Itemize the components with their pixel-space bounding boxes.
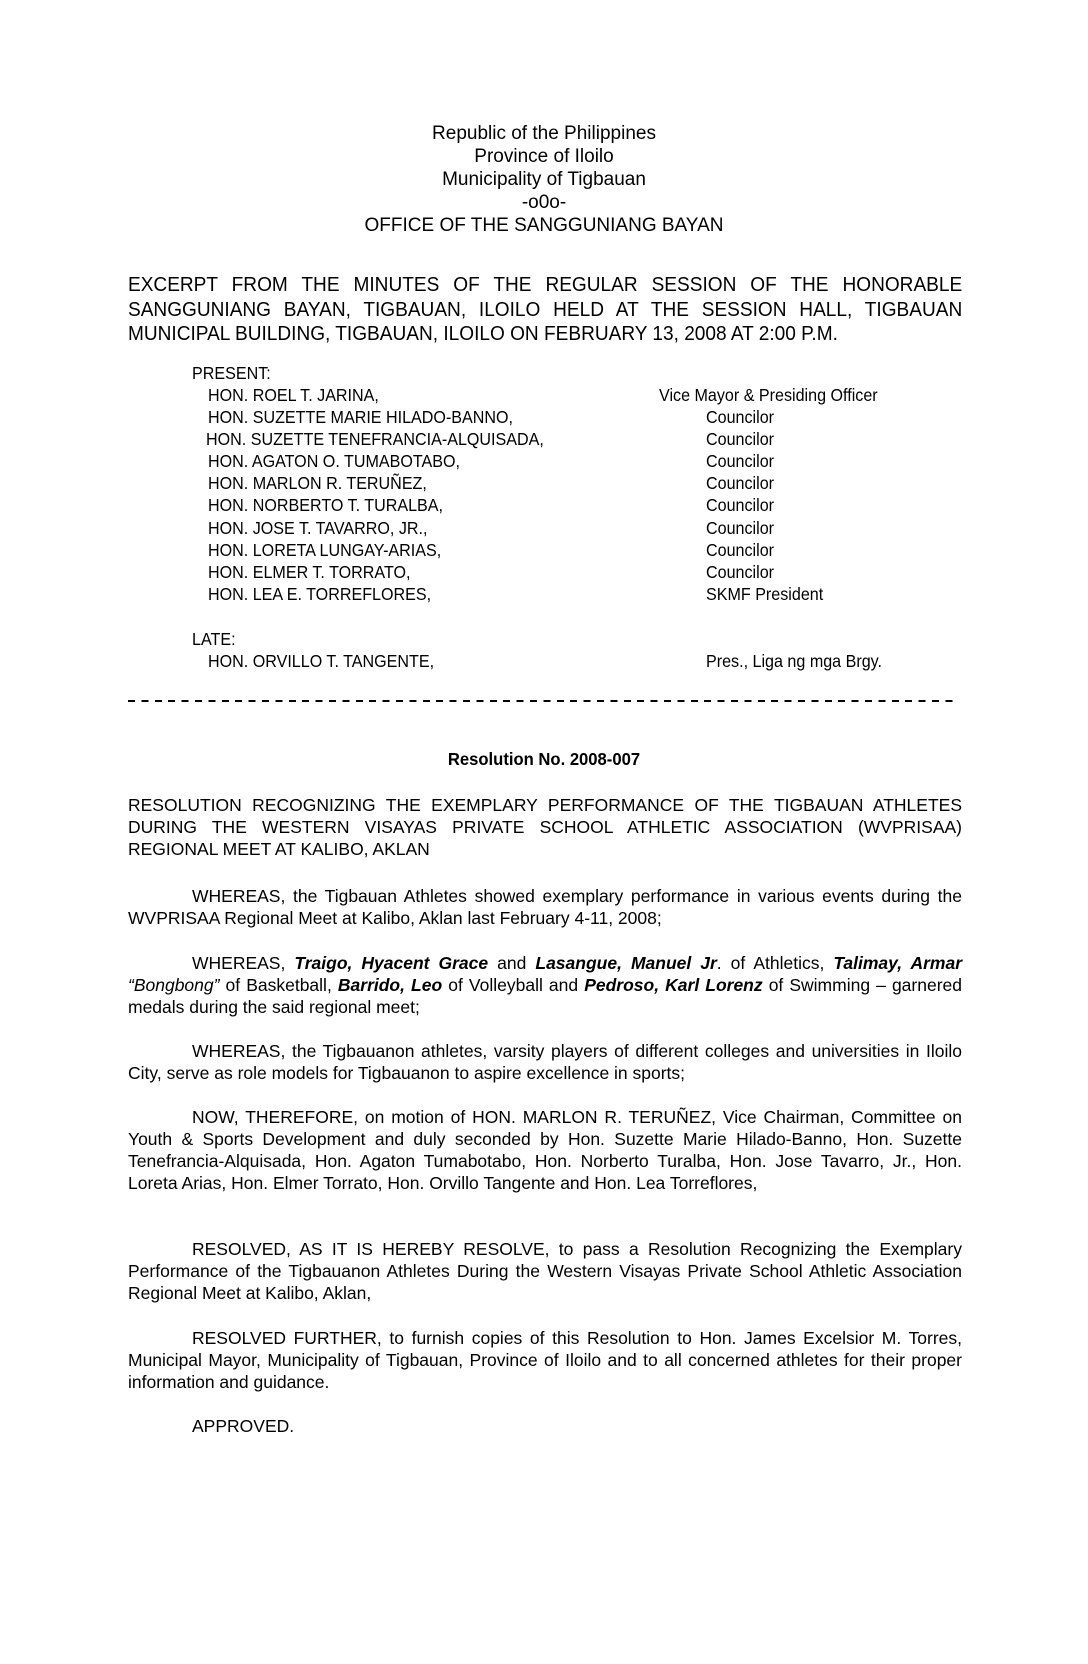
athlete-name: Pedroso, Karl Lorenz [584,975,763,995]
late-label: LATE: [192,629,236,649]
resolved-text: RESOLVED, AS IT IS HEREBY RESOLVE, to pass a Resolution Recognizing the Exemplary Performance of the Tigbauanon Athletes During the Western Visayas Private School Athletic Association Regional Meet at Kalibo, Aklan, [128,1239,962,1303]
attendee-name: HON. AGATON O. TUMABOTABO, [208,451,460,471]
text: and [488,953,536,973]
attendee-name: HON. SUZETTE MARIE HILADO-BANNO, [208,407,514,427]
header-republic: Republic of the Philippines [432,123,656,144]
attendee-name: HON. JOSE T. TAVARRO, JR., [208,518,428,538]
attendee-name: HON. ELMER T. TORRATO, [208,562,411,582]
attendee-position: Councilor [706,473,775,493]
text: of Basketball, [219,975,338,995]
whereas-2 [128,952,962,1018]
resolution-number: Resolution No. 2008-007 [447,749,641,769]
whereas-3-text: WHEREAS, the Tigbauanon athletes, varsity players of different colleges and universities in Iloilo City, serve as role models for Tigbauanon to aspire excellence in sports; [128,1041,962,1083]
athlete-name: Traigo, Hyacent Grace [294,953,489,973]
resolved [128,1238,962,1304]
attendee-position: Councilor [706,407,775,427]
whereas-3 [128,1040,962,1084]
header-office: OFFICE OF THE SANGGUNIANG BAYAN [364,215,724,236]
late-attendee-position: Pres., Liga ng mga Brgy. [706,651,882,671]
attendee-name: HON. NORBERTO T. TURALBA, [208,495,444,515]
attendee-name: HON. ROEL T. JARINA, [208,385,379,405]
resolution-title-text: RESOLUTION RECOGNIZING THE EXEMPLARY PERFORMANCE OF THE TIGBAUAN ATHLETES DURING THE WESTERN VISAYAS PRIVATE SCHOOL ATHLETIC ASSOCIATION (WVPRISAA) REGIONAL MEET AT KALIBO, AKLAN [128,795,962,859]
session-excerpt: EXCERPT FROM THE MINUTES OF THE REGULAR SESSION OF THE HONORABLE SANGGUNIANG BAYAN, TIGBAUAN, ILOILO HELD AT THE SESSION HALL, TIGBAUAN MUNICIPAL BUILDING, TIGBAUAN, ILOILO ON FEBRUARY 13, 2008 AT 2:00 P.M. [128,273,963,345]
text: . of Athletics, [716,953,834,973]
header-separator: -o0o- [521,192,567,213]
whereas-1 [128,885,962,929]
attendee-position: Councilor [706,429,775,449]
whereas-2-text [128,952,962,1018]
now-therefore-text: NOW, THEREFORE, on motion of HON. MARLON R. TERUÑEZ, Vice Chairman, Committee on Youth & Sports Development and duly seconded by Hon. Suzette Marie Hilado-Banno, Hon. Suzette Tenefrancia-Alquisada, Hon. Agaton Tumabotabo, Hon. Norberto Turalba, Hon. Jose Tavarro, Jr., Hon. Loreta Arias, Hon. Elmer Torrato, Hon. Orvillo Tangente and Hon. Lea Torreflores, [128,1107,962,1193]
now-therefore [128,1106,962,1194]
attendee-name: HON. LORETA LUNGAY-ARIAS, [208,540,442,560]
attendee-position: Councilor [706,451,775,471]
header-province: Province of Iloilo [474,146,614,167]
athlete-name: Barrido, Leo [337,975,443,995]
attendee-position: Councilor [706,495,775,515]
attendee-position: Councilor [706,518,775,538]
athlete-nickname: “Bongbong” [128,975,220,995]
attendee-position: Vice Mayor & Presiding Officer [659,385,878,405]
resolved-further-text: RESOLVED FURTHER, to furnish copies of this Resolution to Hon. James Excelsior M. Torres, Municipal Mayor, Municipality of Tigbauan, Province of Iloilo and to all concerned athletes for their proper information and guidance. [128,1328,962,1392]
dashed-divider [128,700,958,702]
resolution-title [128,794,962,860]
attendee-name: HON. MARLON R. TERUÑEZ, [208,473,427,493]
attendee-name: HON. LEA E. TORREFLORES, [208,584,432,604]
whereas-1-text: WHEREAS, the Tigbauan Athletes showed exemplary performance in various events during the WVPRISAA Regional Meet at Kalibo, Aklan last February 4-11, 2008; [128,886,962,928]
attendee-name: HON. SUZETTE TENEFRANCIA-ALQUISADA, [206,429,544,449]
text: of Volleyball and [442,975,585,995]
header-municipality: Municipality of Tigbauan [442,169,646,190]
attendee-position: Councilor [706,540,775,560]
athlete-name: Talimay, Armar [833,953,962,973]
late-attendee-name: HON. ORVILLO T. TANGENTE, [208,651,435,671]
text: WHEREAS, [192,953,295,973]
athlete-name: Lasangue, Manuel Jr [535,953,717,973]
approved [128,1415,962,1437]
attendee-position: SKMF President [706,584,824,604]
resolved-further [128,1327,962,1393]
present-label: PRESENT: [192,363,271,383]
approved-text: APPROVED. [192,1416,295,1436]
text: of Swimming – garnered medals during the said regional meet; [128,975,962,1017]
attendee-position: Councilor [706,562,775,582]
